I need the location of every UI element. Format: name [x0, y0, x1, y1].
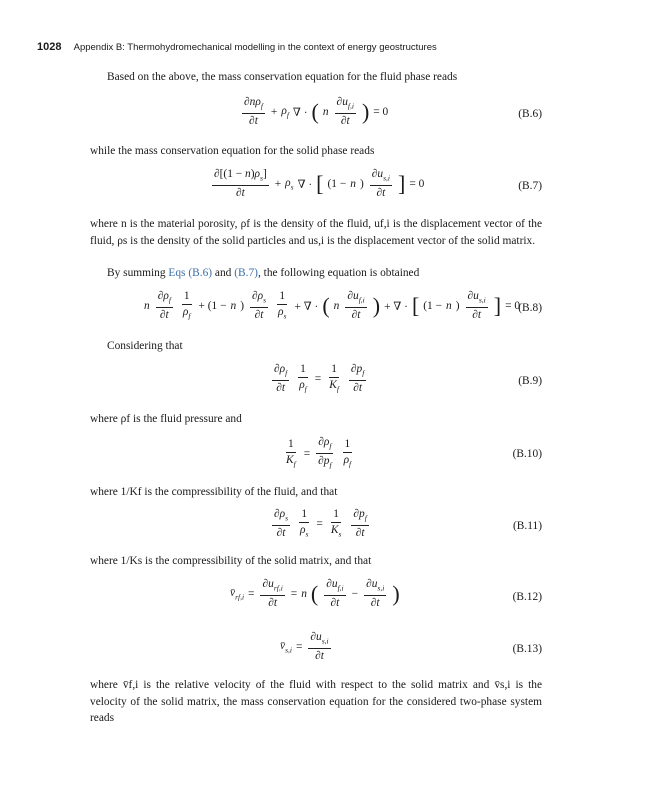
page-number: 1028 — [37, 41, 62, 53]
paragraph-fluid-mass: Based on the above, the mass conservation equation for the fluid phase reads — [107, 71, 458, 83]
equation-b12: $v̄_{rf,i}$ = $\frac{\partial u_{rf,i}}{\partial t}$ = n ( $\frac{\partial u_{f,i}}{\partial t}$ − $\frac{\partial u_{s,i}}{\partial t}$ ) (B.12) — [230, 578, 542, 610]
equation-b6: $\frac{\partial n\rho_f}{\partial t}$ + $\rho_f$ ∇ · ( n $\frac{\partial u_{f,i}}{\partial t}$ ) = 0 (B.6) — [244, 96, 542, 128]
running-header — [37, 41, 437, 53]
paragraph-solid-mass: while the mass conservation equation for the solid phase reads — [90, 145, 375, 157]
equation-number: (B.12) — [512, 591, 542, 603]
link-eq-b7[interactable]: (B.7) — [234, 267, 258, 279]
paragraph-summing: By summing Eqs (B.6) and (B.7), the following equation is obtained — [107, 267, 420, 279]
equation-number: (B.7) — [518, 180, 542, 192]
paragraph-compressibility-fluid: where 1/Kf is the compressibility of the fluid, and that — [90, 486, 338, 498]
equation-number: (B.6) — [518, 108, 542, 120]
equation-b11: $\frac{\partial\rho_s}{\partial t}$ $\frac{1}{\rho_s}$ = $\frac{1}{K_s}$ $\frac{\partial p_f}{\partial t}$ (B.11) — [274, 508, 542, 540]
paragraph-relative-velocity: where v̄f,i is the relative velocity of the fluid with respect to the solid matrix and v̄s,i is the velocity of the solid matrix, the mass conservation equation for the considered two-phase system reads — [90, 679, 542, 725]
equation-b7: $\frac{\partial[(1 - n)\rho_s]}{\partial t}$ + $\rho_s$ ∇ · [ (1 − n ) $\frac{\partial u_{s,i}}{\partial t}$ ] = 0 (B.7) — [214, 168, 542, 200]
equation-b8: n $\frac{\partial\rho_f}{\partial t}$ $\frac{1}{\rho_f}$ + (1 − n ) $\frac{\partial\rho_s}{\partial t}$ $\frac{1}{\rho_s}$ + ∇ · ( n $\frac{\partial u_{f,i}}{\partial t}$ ) + ∇ · [ (1 − n ) $\frac{\partial u_{s,i}}{\partial t}$ ] = 0 (B.8) — [144, 290, 542, 322]
paragraph-compressibility-solid: where 1/Ks is the compressibility of the solid matrix, and that — [90, 555, 372, 567]
equation-number: (B.13) — [512, 643, 542, 655]
equation-b13: $v̄_{s,i}$ = $\frac{\partial u_{s,i}}{\partial t}$ (B.13) — [280, 631, 542, 663]
equation-number: (B.11) — [513, 520, 542, 532]
link-eq-b6[interactable]: Eqs (B.6) — [168, 267, 213, 279]
equation-number: (B.10) — [512, 448, 542, 460]
paragraph-definitions: where n is the material porosity, ρf is the density of the fluid, uf,i is the displacement vector of the fluid, ρs is the density of the solid particles and us,i is the displacement vector of the solid matrix. — [90, 218, 542, 247]
equation-number: (B.9) — [518, 375, 542, 387]
equation-number: (B.8) — [518, 302, 542, 314]
header-title: Appendix B: Thermohydromechanical modelling in the context of energy geostructures — [73, 42, 437, 53]
equation-b10: $\frac{1}{K_f}$ = $\frac{\partial\rho_f}{\partial p_f}$ $\frac{1}{\rho_f}$ (B.10) — [286, 436, 542, 470]
paragraph-fluid-pressure: where ρf is the fluid pressure and — [90, 413, 242, 425]
paragraph-considering: Considering that — [107, 340, 183, 352]
equation-b9: $\frac{\partial\rho_f}{\partial t}$ $\frac{1}{\rho_f}$ = $\frac{1}{K_f}$ $\frac{\partial p_f}{\partial t}$ (B.9) — [274, 363, 542, 395]
